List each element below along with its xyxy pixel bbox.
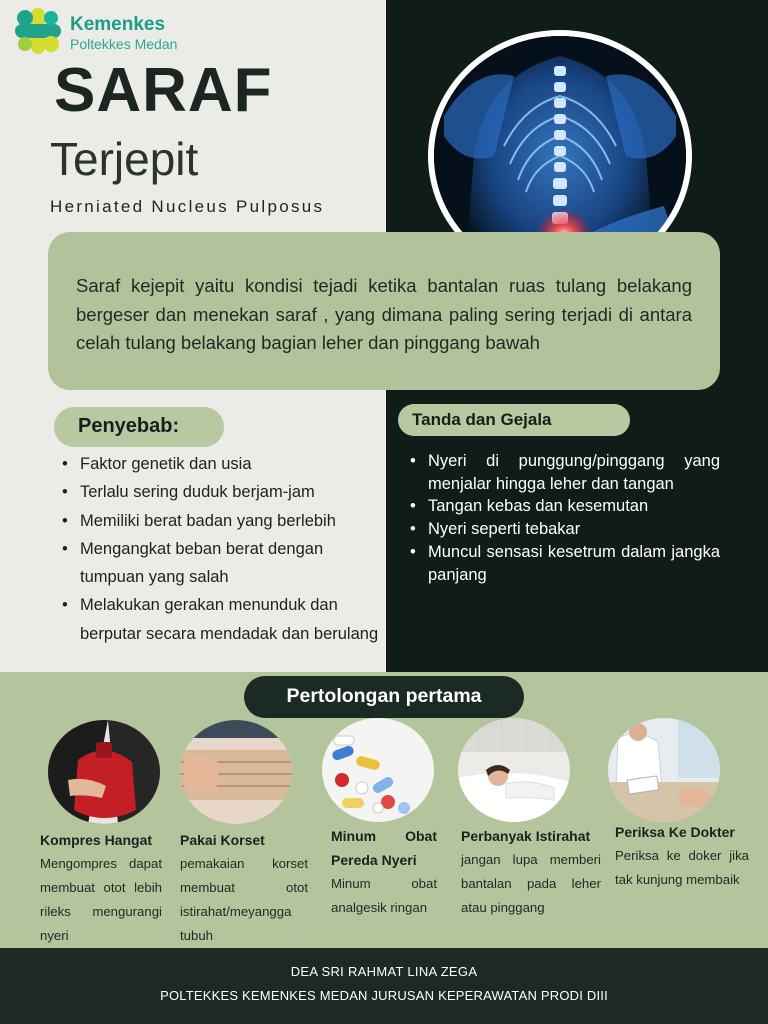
causes-list	[62, 450, 380, 648]
first-aid-title: Perbanyak Istirahat	[461, 828, 591, 844]
causes-heading: Penyebab:	[54, 407, 224, 447]
list-item: • Tangan kebas dan kesemutan	[410, 495, 720, 518]
list-item: • Memiliki berat badan yang berlebih	[62, 507, 380, 535]
title-latin: Herniated Nucleus Pulposus	[50, 197, 325, 216]
signs-heading: Tanda dan Gejala	[398, 404, 630, 436]
first-aid-title: Periksa Ke Dokter	[615, 824, 735, 840]
list-item: • Nyeri seperti tebakar	[410, 518, 720, 541]
first-aid-desc: Minum obat analgesik ringan	[331, 876, 437, 915]
footer-institution: POLTEKKES KEMENKES MEDAN JURUSAN KEPERAWATAN PRODI DIII	[160, 988, 608, 1003]
list-item: • Melakukan gerakan menunduk dan berputar secara mendadak dan berulang	[62, 591, 380, 648]
list-item: • Faktor genetik dan usia	[62, 450, 380, 478]
signs-list	[410, 450, 720, 586]
title-main: SARAF	[54, 56, 273, 125]
list-item: • Muncul sensasi kesetrum dalam jangka panjang	[410, 541, 720, 586]
list-item: • Mengangkat beban berat dengan tumpuan yang salah	[62, 535, 380, 592]
list-item: • Nyeri di punggung/pinggang yang menjalar hingga leher dan tangan	[410, 450, 720, 495]
first-aid-title: Minum Obat Pereda Nyeri	[331, 828, 437, 868]
corset-image	[180, 720, 292, 824]
logo-name: Kemenkes	[70, 14, 166, 35]
doctor-image	[608, 718, 720, 822]
list-item: • Terlalu sering duduk berjam-jam	[62, 478, 380, 506]
resting-image	[458, 718, 570, 822]
first-aid-desc: Mengompres dapat membuat otot lebih rileks mengurangi nyeri	[40, 856, 162, 943]
kemenkes-logo-icon	[14, 8, 62, 54]
first-aid-desc: Periksa ke doker jika tak kunjung membaik	[615, 848, 749, 887]
first-aid-title: Kompres Hangat	[40, 832, 153, 848]
kemenkes-logo	[14, 8, 204, 54]
footer	[0, 948, 768, 1024]
logo-subtitle: Poltekkes Medan	[70, 36, 178, 52]
title-sub: Terjepit	[50, 133, 199, 185]
first-aid-desc: pemakaian korset membuat otot istirahat/meyangga tubuh	[180, 856, 308, 943]
first-aid-heading: Pertolongan pertama	[244, 676, 524, 718]
pills-image	[322, 718, 434, 822]
first-aid-title: Pakai Korset	[180, 832, 265, 848]
intro-text: Saraf kejepit yaitu kondisi tejadi ketika bantalan ruas tulang belakang bergeser dan menekan saraf , yang dimana paling sering terjadi di antara celah tulang belakang bagian leher dan pinggang bawah	[48, 232, 720, 390]
warm-compress-image	[48, 720, 160, 824]
first-aid-desc: jangan lupa memberi bantalan pada leher atau pinggang	[461, 852, 601, 915]
footer-author: DEA SRI RAHMAT LINA ZEGA	[290, 964, 478, 979]
